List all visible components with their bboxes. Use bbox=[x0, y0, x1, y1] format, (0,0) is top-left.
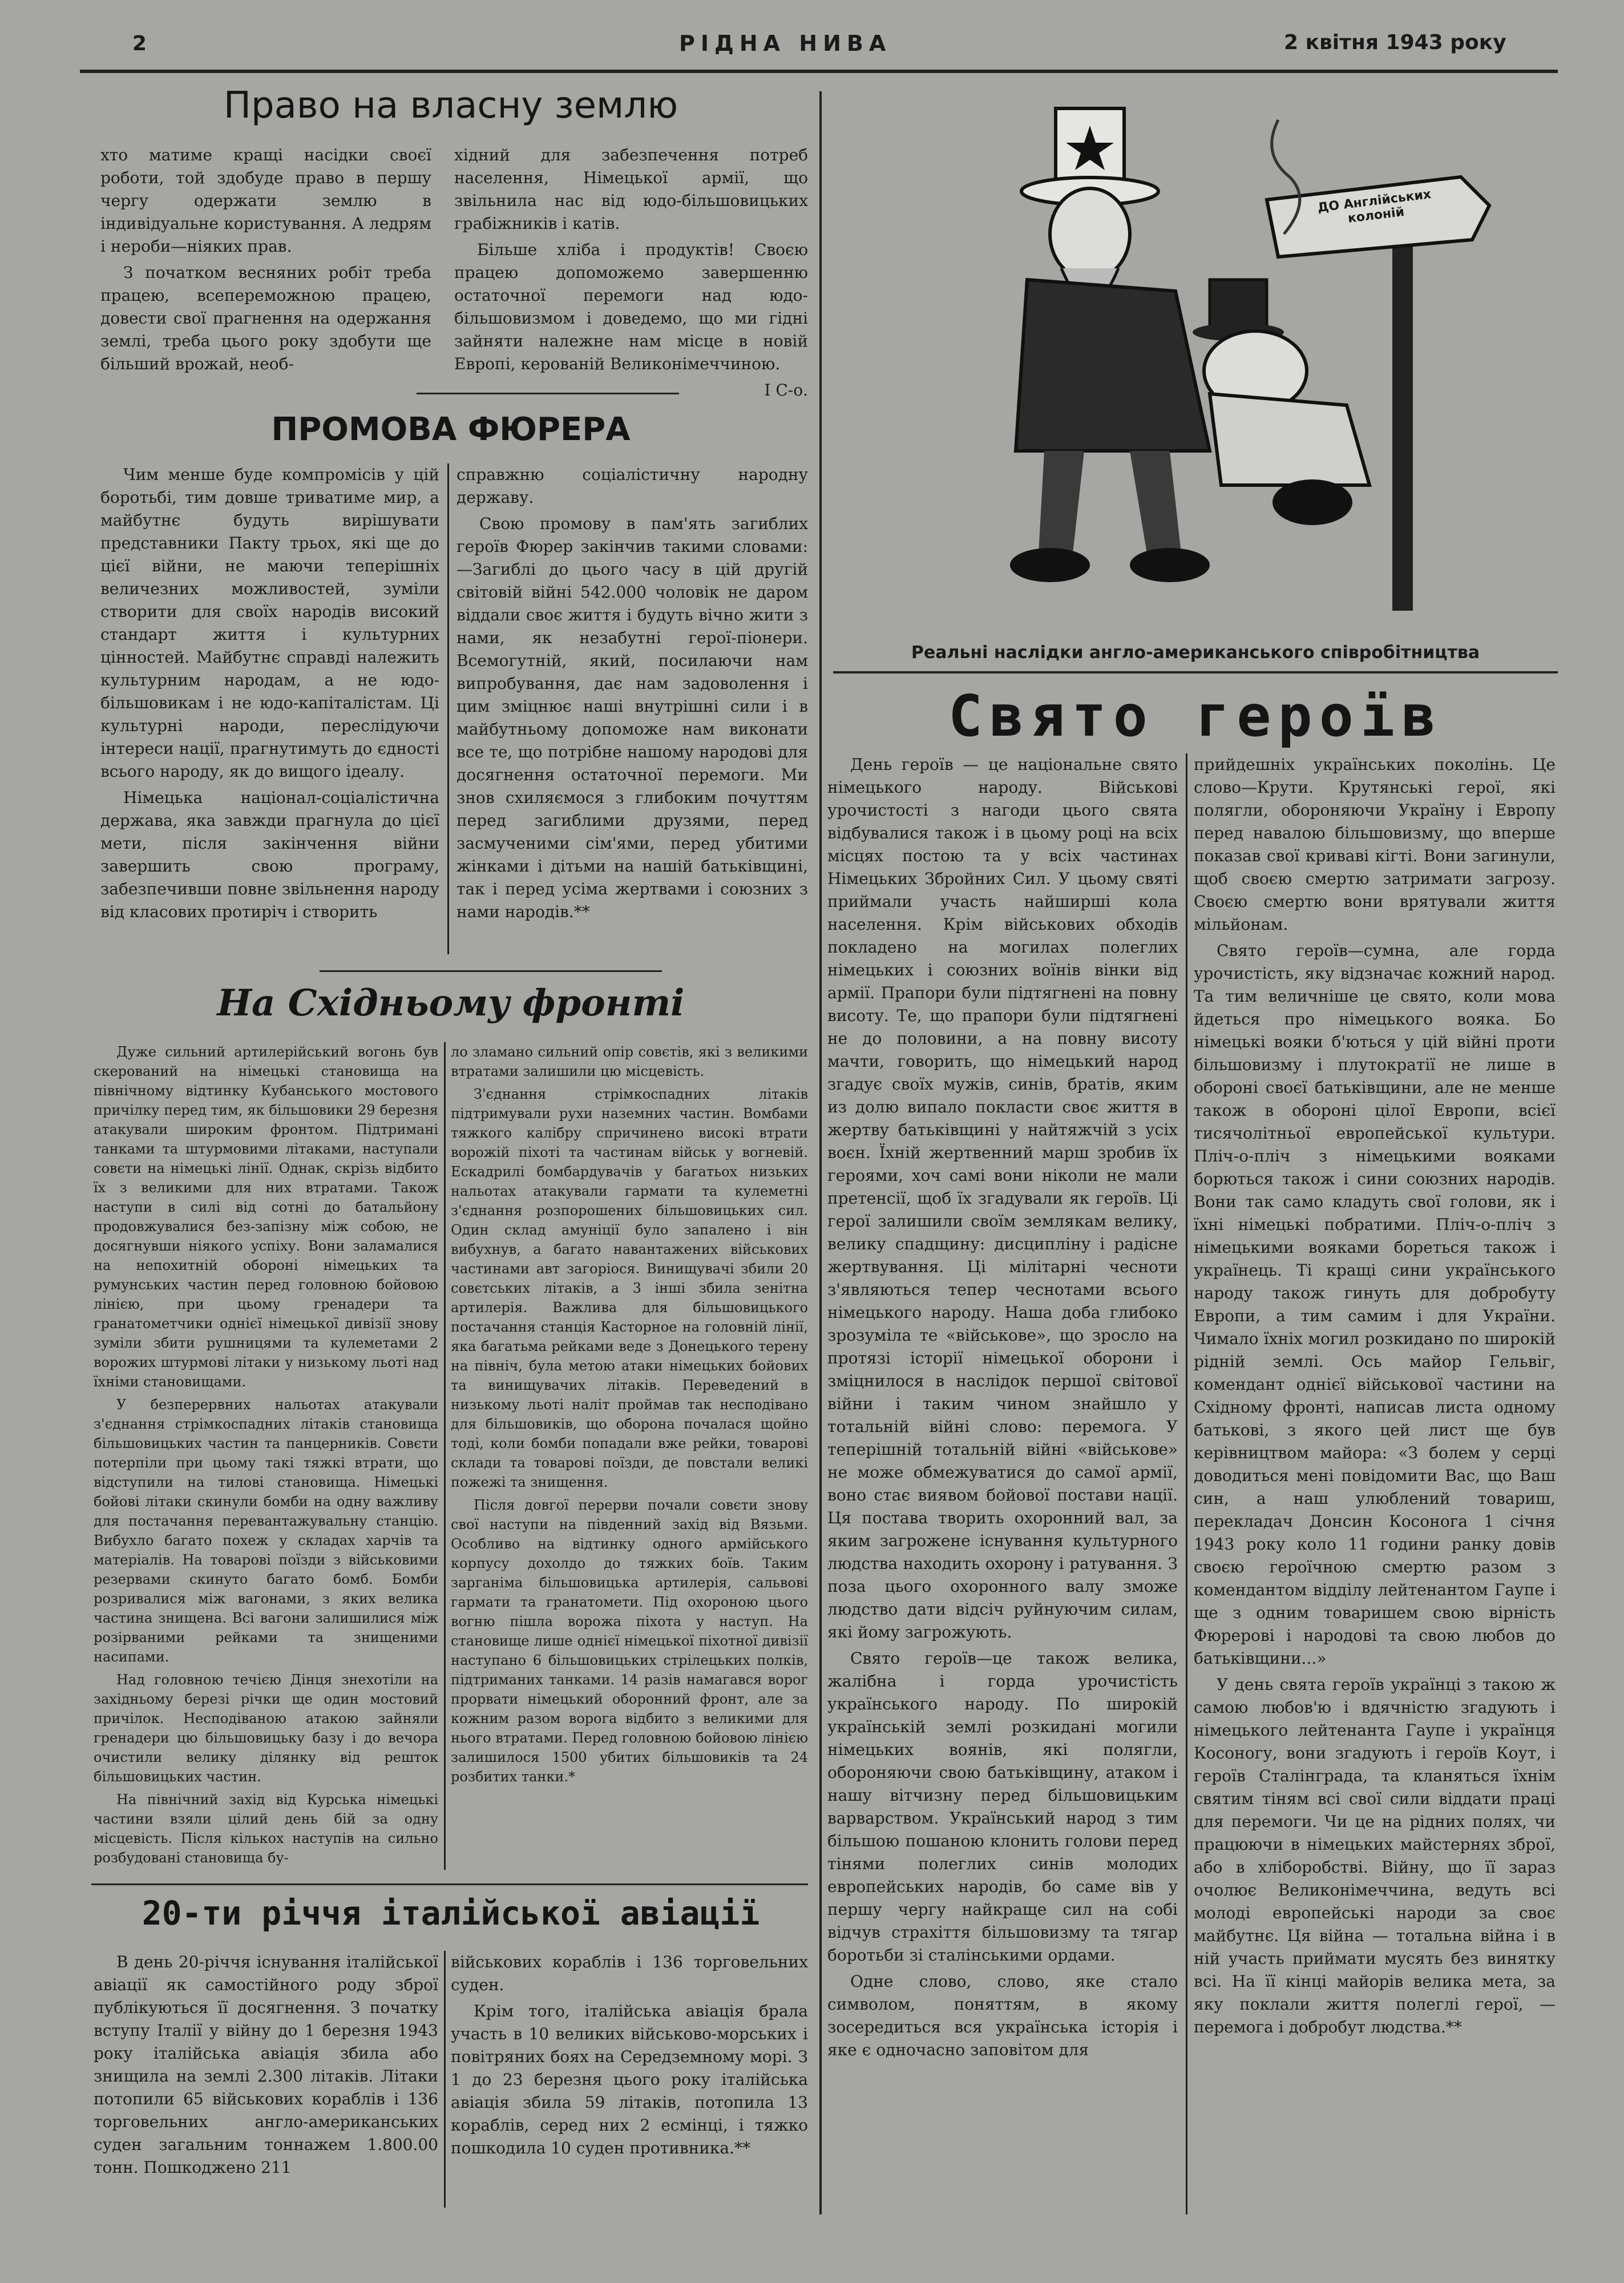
aviation-col-left bbox=[94, 1951, 438, 2219]
heroes-col-right bbox=[1194, 753, 1556, 2220]
heroes-right-p2: Свято героїв—сумна, але горда урочистість, яку відзначає кожний народ. Та тим величніше це свято, коли мова йдеться про німецького вояка. Бо німецькі вояки б'ються у цій війні проти більшовизму і плутократії не лише в обороні своєї батьківщини, але не менше також в обороні цілої Европи, всієї тисячолітньої европейської культури. Пліч-о-пліч з німецькими вояками борються також і сини союзних народів. Вони так само кладуть свої голови, як і їхні німецькі побратими. Пліч-о-пліч з німецькими вояками бореться також і українець. Ті кращі сини українського народу також гинуть для добробуту Европи, а тим самим і для України. Чимало їхніх могил розкидано по широкій рідній землі. Ось майор Гельвіг, комендант однієї військової частини на Східному фронті, написав листа одному батькові, з якого цей лист ще був керівництвом майора: «З болем у серці доводиться мені повідомити Вас, що Ваш син, а наш улюблений товариш, перекладач Донсин Косонога 1 січня 1943 року коло 11 години ранку довів своєю героїчною смертю разом з комендантом відділу лейтенантом Гаупе і ще з одним товаришем свою вірність Фюрерові і народові та свою любов до батьківщини...» bbox=[1194, 941, 1556, 1668]
aviation-col-divider bbox=[444, 1951, 446, 2208]
eastfront-left-p4: На північний захід від Курська німецькі частини взяли цілий день бій за одну місцевість. Після кількох наступів на сильно розбудовані становища бу- bbox=[94, 1792, 438, 1866]
cartoon bbox=[913, 86, 1541, 634]
cartoon-sign-text: ДО Англійських колоній bbox=[1316, 187, 1432, 226]
aviation-right-p1: військових кораблів і 136 торговельних суден. bbox=[451, 1953, 808, 1994]
land-left-p2: З початком весняних робіт треба працею, всепереможною працею, довести свої прагнення на одержання землі, треба цього року здобути ще більший врожай, необ- bbox=[100, 263, 431, 373]
speech-col-left bbox=[100, 463, 439, 960]
eastfront-left-p1: Дуже сильний артилерійський вогонь був скерований на німецькі становища на північному відтинку Кубанського мостового причілку перед тим, як більшовики 29 березня атакували широким фронтом. Підтримані танками та штурмовими літаками, наступали совєти на німецькі лінії. Однак, скрізь відбито їх з великими для них втратами. Також наступи в силі від сотні до батальйону продовжувалися без-запізну між собою, не досягнувши ніякого успіху. Вони заламалися на непохитній обороні німецьких та румунських частин перед головною бойовою лінією, при цьому гренадери та гранатометчики однієї німецької дивізії знову зуміли збити рушницями та кулеметами 2 ворожих штурмові літаки у низькому льоті над їхніми становищами. bbox=[94, 1044, 438, 1390]
cartoon-drawing-icon bbox=[913, 86, 1541, 634]
heroes-title: Свято героїв bbox=[948, 683, 1443, 749]
eastfront-title: На Східньому фронті bbox=[217, 982, 685, 1024]
eastfront-col-left bbox=[94, 1042, 438, 1875]
land-left-p1: хто матиме кращі насідки своєї роботи, той здобуде право в першу чергу одержати землю в індивідуальне користування. А ледрям і нероби—ніяких прав. bbox=[100, 146, 431, 256]
newspaper-name: РІДНА НИВА bbox=[679, 31, 892, 56]
land-right-p2: Більше хліба і продуктів! Своєю працею допоможемо завершенню остаточної перемоги над юдо-більшовизмом і доведемо, що ми гідні зайняти належне нам місце в новій Европі, керованій Великонімеччиною. bbox=[454, 240, 808, 373]
cartoon-caption: Реальні наслідки англо-американського співробітництва bbox=[911, 643, 1480, 663]
land-separator bbox=[417, 393, 679, 394]
speech-separator bbox=[320, 970, 662, 972]
heroes-col-left bbox=[827, 753, 1178, 2220]
aviation-title: 20-ти річчя італійської авіації bbox=[142, 1894, 760, 1933]
aviation-left-p1: В день 20-річчя існування італійської авіації як самостійного роду зброї публікуються її досягнення. З початку вступу Італії у війну до 1 березня 1943 року італійська авіація збила або знищила на землі 2.300 літаків. Літаки потопили 65 військових кораблів і 136 торговельних англо-американських суден загальним тоннажем 1.800.00 тонн. Пошкоджено 211 bbox=[94, 1953, 438, 2177]
eastfront-left-p2: У безперервних нальотах атакували з'єднання стрімкоспадних літаків становища більшовицьких частин та панцерників. Совєти потерпіли при цьому такі тяжкі втрати, що відступили на тилові становища. Німецькі бойові літаки скинули бомби на одну важливу для постачання перевантажувальну станцію. Вибухло багато похеж у складах харчів та матеріалів. На товарові поїзди з військовими резервами скинуто багато бомб. Бомби розривалися між вагонами, з яких велика частина знищена. Всі вагони залишилися між розірваними рейками та знищеними насипами. bbox=[94, 1397, 438, 1665]
land-title: Право на власну землю bbox=[223, 84, 678, 127]
cartoon-rule bbox=[833, 671, 1558, 673]
speech-right-p1: справжню соціалістичну народну державу. bbox=[457, 465, 808, 507]
heroes-right-p1: прийдешніх українських поколінь. Це слово—Крути. Крутянські герої, які полягли, обороняючи Україну і Европу перед навалою більшовизму, що вперше показав свої криваві кігті. Вони загинули, щоб своєю смертю затримати загрозу. Своєю смертю вони врятували життя мільйонам. bbox=[1194, 755, 1556, 934]
heroes-right-p3: У день свята героїв українці з такою ж самою любов'ю і вдячністю згадують і німецького лейтенанта Гаупе і українця Косоногу, вони згадують і героїв Коут, і героїв Сталінграда, та кланяться їхнім святим тіням всі свої сили віддати праці для перемоги. Чи це на рідних полях, чи працюючи в німецьких майстернях зброї, або в хліборобстві. Війну, що її зараз очолює Великонімеччина, ведуть всі молоді европейські народи за своє майбутнє. Ця війна — тотальна війна і в ній участь приймати мусять без винятку всі. На її кінці майорів велика мета, за яку поклали життя полеглі герої, — перемога і добробут людства.** bbox=[1194, 1675, 1556, 2036]
eastfront-right-p2: З'єднання стрімкоспадних літаків підтримували рухи наземних частин. Вомбами тяжкого калібру спричинено високі втрати ворожій піхоті та частинам військ у вогневій. Ескадрилі бомбардувачів у багатьох низьких нальотах атакували гармати та кулеметні з'єднання розпорошених більшовицьких сил. Один склад амуніції було запалено і він вибухнув, а багато навантажених військових частинами авт загоріося. Винищувачі збили 20 совєтських літаків, а 3 інші збила зенітна артилерія. Важлива для більшовицького постачання станція Касторное на головній лінії, яка багатьма рейками веде з Донецького терену на північ, була метою атаки німецьких бойових та винищувачих літаків. Переведений в низькому льоті наліт проймав так несподівано для більшовиків, що оборона почалася щойно тоді, коли бомби попадали вже рейки, товарові склади та товарові поїзди, де повстали великі пожежі та знищення. bbox=[451, 1086, 808, 1490]
eastfront-right-p3: Після довгої перерви почали совєти знову свої наступи на південний захід від Вязьми. Особливо на відтинку одного армійського корпусу дохолдо до тяжких боїв. Таким зарганіма більшовицька артилерія, сальвові гармати та гранатомети. Під охороною цього вогню пішла ворожа піхота у наступ. На становище лише однієї німецької піхотної дивізії наступано 6 більшовицьких стрілецьких полків, підтриманих танками. 14 разів намагався ворог прорвати німецький оборонний фронт, але за кожним разом ворога відбито з великими для нього втратами. Перед головною бойовою лінією залишилося 1500 убитих більшовиків та 24 розбитих танки.* bbox=[451, 1497, 808, 1785]
eastfront-col-right bbox=[451, 1042, 808, 1875]
speech-right-p2: Свою промову в пам'ять загиблих героїв Фюрер закінчив такими словами:—Загиблі до цього часу в цій другій світовій війні 542.000 чоловік не даром віддали своє життя і будуть вічно жити з нами, як незабутні герої-піонери. Всемогутній, який, посилаючи нам випробування, дає нам задоволення і цим зміцнює наші внутрішні сили і в майбутньому допоможе нам виконати все те, що потрібне нашому народові для досягнення остаточної перемоги. Ми знов схиляємося з глибоким почуттям перед загиблими друзями, перед засмученими сім'ями, перед убитими жінками і дітьми на нашій батьківщині, так і перед усіма жертвами і союзних з нами народів.** bbox=[457, 514, 808, 921]
speech-col-divider bbox=[447, 463, 449, 954]
speech-col-right bbox=[457, 463, 808, 960]
column-divider bbox=[819, 91, 822, 2215]
page-number: 2 bbox=[132, 32, 147, 55]
heroes-col-divider bbox=[1186, 753, 1187, 2215]
aviation-right-p2: Крім того, італійська авіація брала участь в 10 великих військово-морських і повітряних боях на Середземному морі. З 1 до 23 березня цього року італійська авіація збила 59 літаків, потопила 13 кораблів, серед них 2 есмінці, і тяжко пошкодила 10 суден противника.** bbox=[451, 2002, 808, 2157]
eastfront-col-divider bbox=[444, 1042, 446, 1870]
land-col-left bbox=[100, 144, 431, 384]
heroes-left-p3: Одне слово, слово, яке стало символом, поняттям, в якому зосередиться вся українська історія і яке є одночасно заповітом для bbox=[827, 1972, 1178, 2059]
eastfront-separator bbox=[91, 1883, 808, 1885]
speech-title: ПРОМОВА ФЮРЕРА bbox=[271, 411, 631, 448]
aviation-col-right bbox=[451, 1951, 808, 2219]
eastfront-left-p3: Над головною течією Дінця знехотіли на західньому березі річки ще один мостовий причілок. Несподіваною атакою зайняли гренадери цю більшовицьку базу і до вечора очистили велику ділянку від решток більшовицьких частин. bbox=[94, 1672, 438, 1785]
land-right-sign: І С-о. bbox=[764, 381, 808, 400]
issue-date: 2 квітня 1943 року bbox=[1284, 31, 1506, 54]
heroes-left-p2: Свято героїв—це також велика, жалібна і горда урочистість українського народу. По широкій українській землі розкидані могили німецьких воянів, які полягли, обороняючи свою батьківщину, атаком і нашу вітчизну перед більшовицьким варварством. Український народ з тим більшою пошаною клонить голови перед тінями полеглих синів молодих европейських народів, бо саме вів у першу чергу найкраще сил на собі відчув страхіття більшовизму та тягар боротьби зі сталінськими ордами. bbox=[827, 1649, 1178, 1965]
header-rule bbox=[80, 70, 1558, 73]
speech-left-p1: Чим менше буде компромісів у цій боротьбі, тим довше триватиме мир, а майбутнє будуть вирішувати представники Пакту трьох, які ще до цієї війни, не маючи теперішніх величезних можливостей, зуміли створити для своїх народів високий стандарт життя і культурних цінностей. Майбутнє справді належить культурним народам, а не юдо-більшовикам і не юдо-капіталістам. Ці культурні народи, переслідуючи інтереси нації, прагнутимуть до єдності всього народу, як до вищого ідеалу. bbox=[100, 465, 439, 781]
eastfront-right-p1: ло зламано сильний опір совєтів, які з великими втратами залишили цю місцевість. bbox=[451, 1044, 808, 1079]
speech-left-p2: Німецька націонал-соціалістична держава, яка завжди прагнула до цієї мети, після закінчення війни завершить свою програму, забезпечивши повне звільнення народу від класових протиріч і створить bbox=[100, 788, 439, 921]
heroes-left-p1: День героїв — це національне свято німецького народу. Військові урочистості з нагоди цього свята відбувалися також і в цьому році на всіх місцях постою та у всіх частинах Німецьких Збройних Сил. У цьому святі приймали участь найширші кола населення. Крім військових обходів покладено на могилах полеглих німецьких і союзних воїнів вінки від армії. Прапори були підтягнені на повну висоту. Те, що прапори були підтягнені не до половини, а на повну висоту мачти, говорить, що німецький народ згадує своїх мужів, синів, братів, яким из долю випало покласти своє життя в жертву батьківщині у найтяжчій з усіх воєн. Їхній жертвенний марш зробив їх героями, хоч самі вони ніколи не мали претенсії, щоб їх згадували як героїв. Ці герої залишили своїм землякам велику, велику спадщину: дисципліну і радісне жертвування. Ці мілітарні чесноти з'являються тепер чеснотами всього німецького народу. Наша доба глибоко зрозуміла те «військове», що зросло на протязі історії німецької оборони і зміцнилося в наслідок першої світової війни і таким чином знайшло у тотальній війні слово: перемога. У теперішній тотальній війні «військове» не може обмежуватися до самої армії, воно стає виявом бойової постави нації. Ця постава творить охоронний вал, за яким загрожене існування культурного людства находить охорону і ратування. З поза цього охоронного валу зможе людство дати відсіч руйнуючим силам, які йому загрожують. bbox=[827, 755, 1178, 1641]
land-right-p1: хідний для забезпечення потреб населення, Німецької армії, що звільнила нас від юдо-більшовицьких грабіжників і катів. bbox=[454, 146, 808, 233]
land-col-right bbox=[454, 144, 808, 400]
